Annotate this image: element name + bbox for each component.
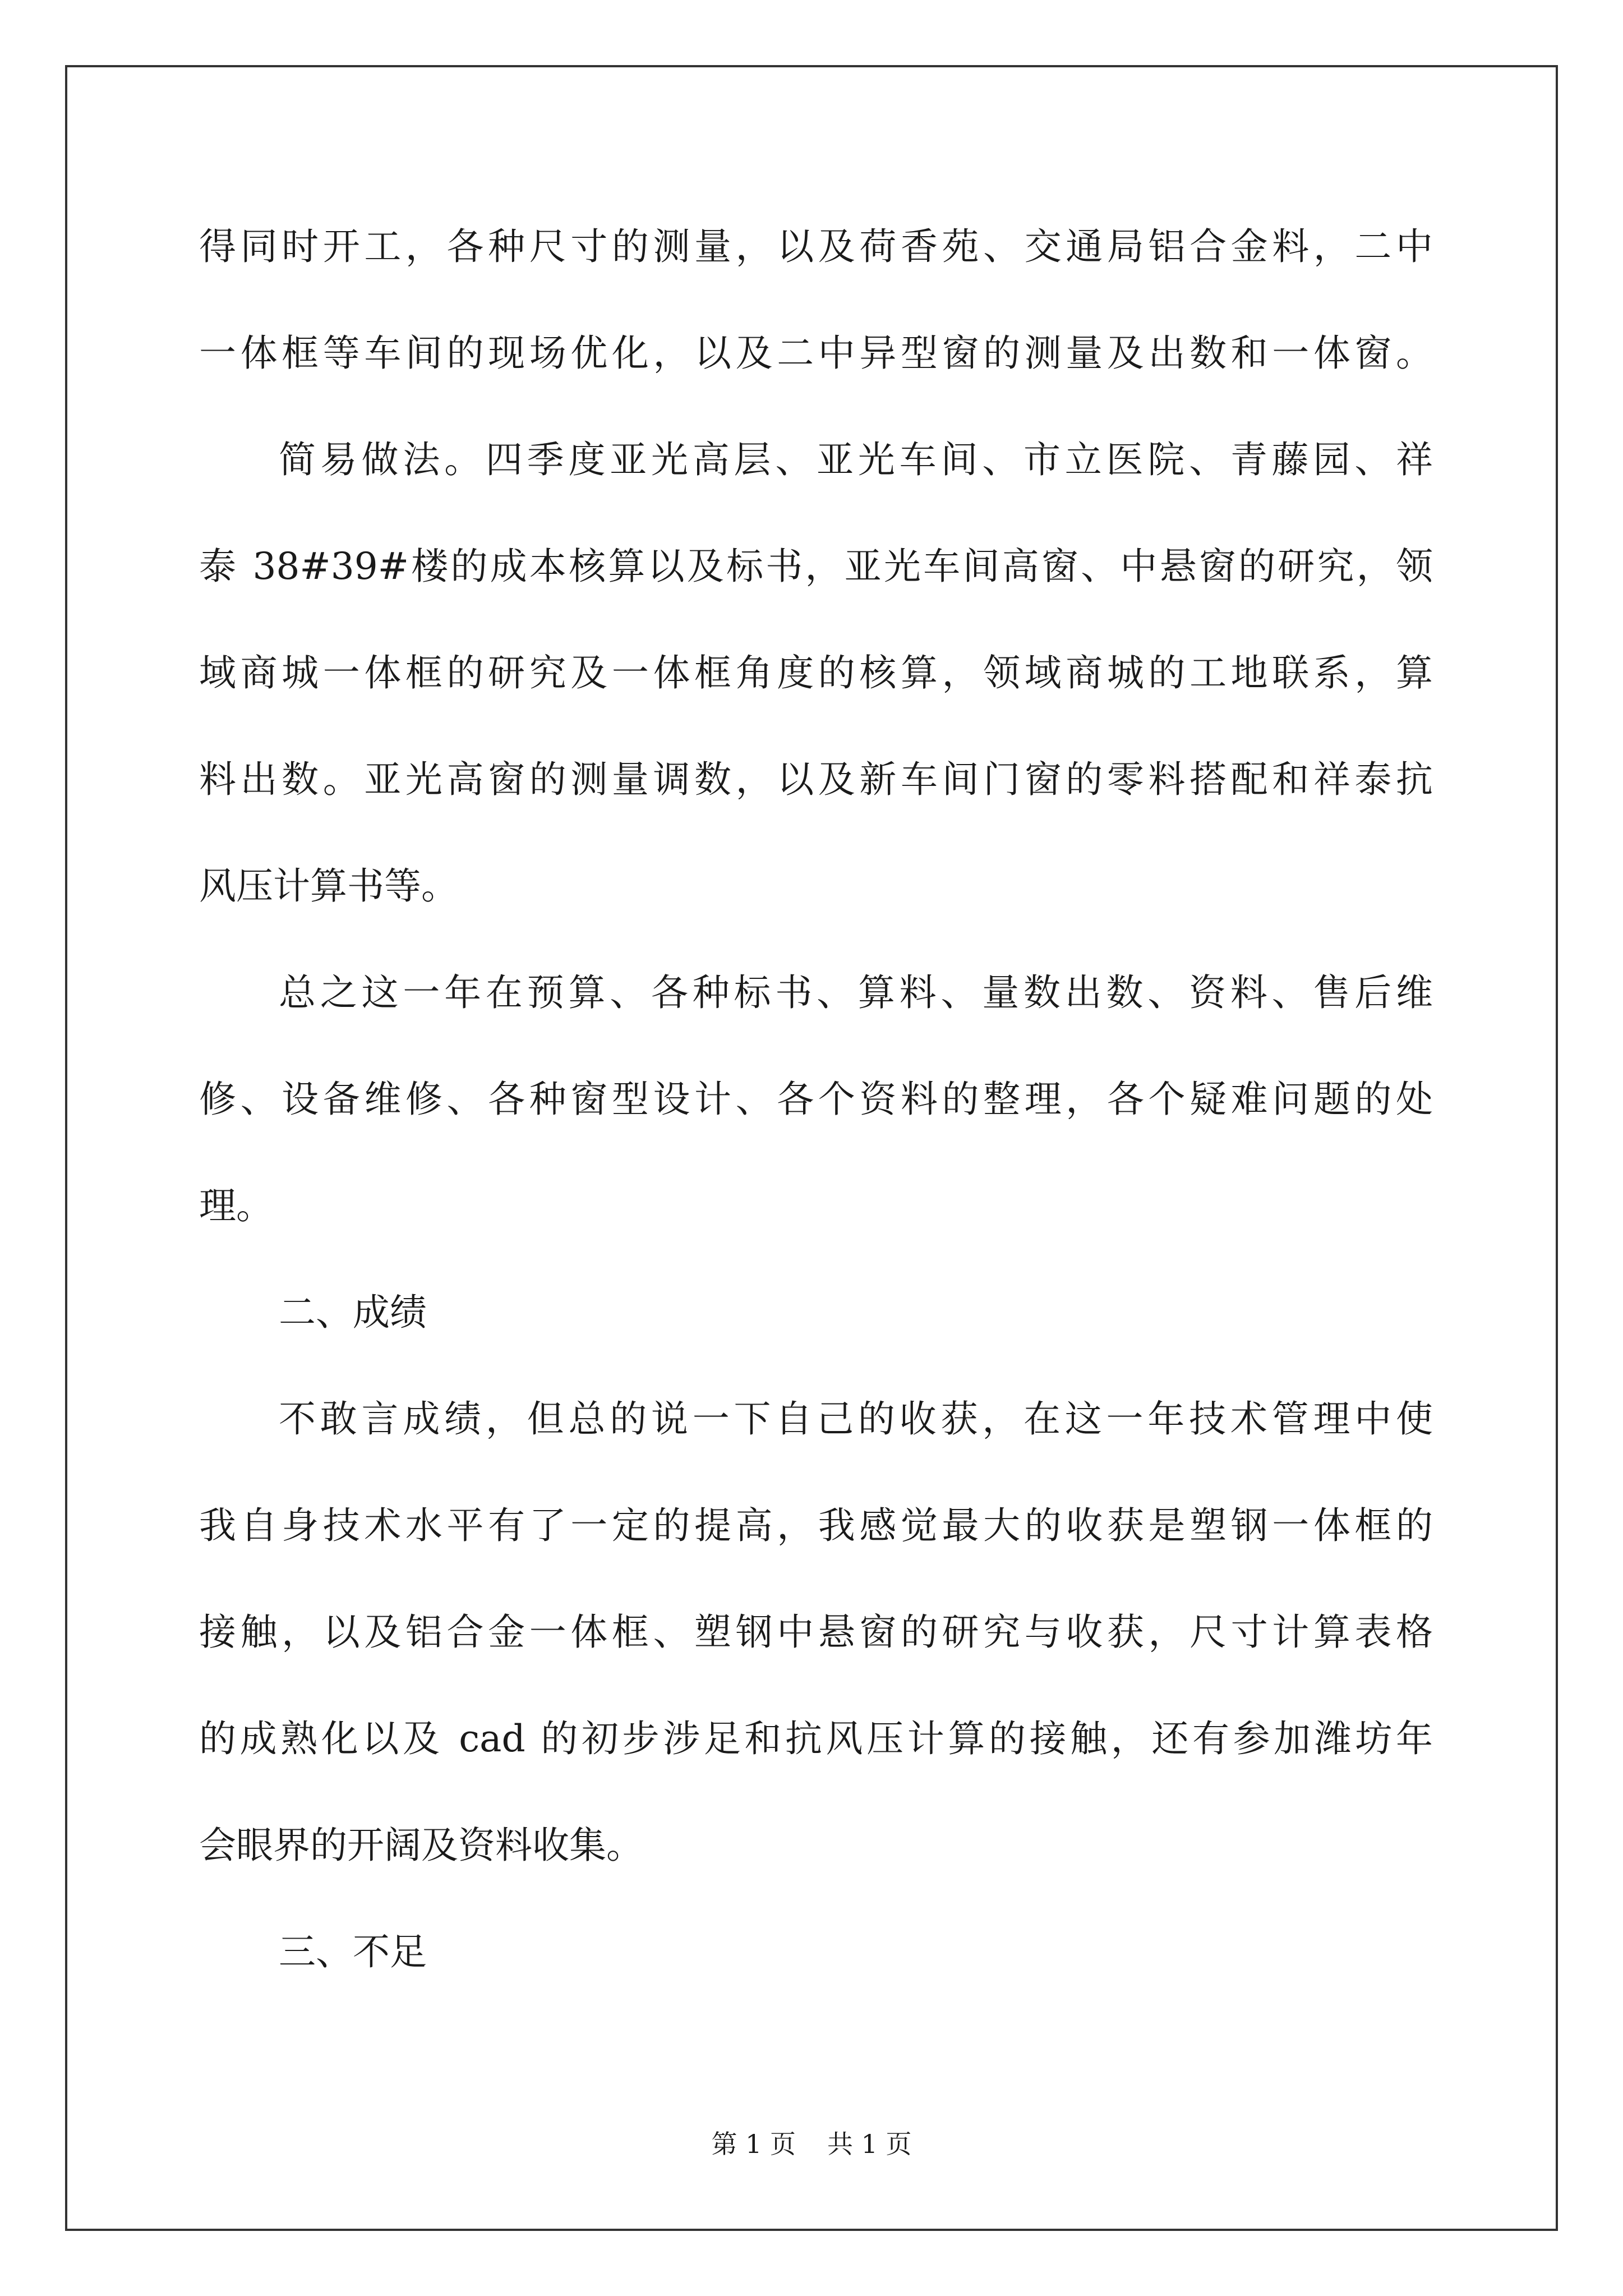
text-line-7: 风压计算书等。 xyxy=(199,864,458,908)
text-line-4: 泰 38#39#楼的成本核算以及标书，亚光车间高窗、中悬窗的研究，领 xyxy=(199,545,1433,588)
text-line-3: 简易做法。四季度亚光高层、亚光车间、市立医院、青藤园、祥 xyxy=(279,438,1433,481)
page-footer xyxy=(0,2127,1623,2161)
text-line-2: 一体框等车间的现场优化，以及二中异型窗的测量及出数和一体窗。 xyxy=(199,332,1433,375)
text-line-6: 料出数。亚光高窗的测量调数，以及新车间门窗的零料搭配和祥泰抗 xyxy=(199,758,1433,801)
page-number: 第 1 页 xyxy=(711,2129,796,2159)
text-line-10: 理。 xyxy=(199,1184,273,1227)
document-body xyxy=(199,194,1433,2005)
text-line-1: 得同时开工，各种尺寸的测量，以及荷香苑、交通局铝合金料，二中 xyxy=(199,225,1433,268)
section-heading-shortcomings: 三、不足 xyxy=(279,1930,427,1973)
section-heading-achievements: 二、成绩 xyxy=(279,1291,427,1334)
text-line-12: 不敢言成绩，但总的说一下自己的收获，在这一年技术管理中使 xyxy=(279,1397,1433,1441)
text-line-15: 的成熟化以及 cad 的初步涉足和抗风压计算的接触，还有参加潍坊年 xyxy=(199,1717,1433,1760)
text-line-5: 域商城一体框的研究及一体框角度的核算，领域商城的工地联系，算 xyxy=(199,651,1433,694)
text-line-13: 我自身技术水平有了一定的提高，我感觉最大的收获是塑钢一体框的 xyxy=(199,1504,1433,1547)
text-line-9: 修、设备维修、各种窗型设计、各个资料的整理，各个疑难问题的处 xyxy=(199,1078,1433,1121)
text-line-14: 接触，以及铝合金一体框、塑钢中悬窗的研究与收获，尺寸计算表格 xyxy=(199,1611,1433,1654)
text-line-16: 会眼界的开阔及资料收集。 xyxy=(199,1824,643,1867)
text-line-8: 总之这一年在预算、各种标书、算料、量数出数、资料、售后维 xyxy=(279,971,1433,1014)
page-total: 共 1 页 xyxy=(827,2129,912,2159)
